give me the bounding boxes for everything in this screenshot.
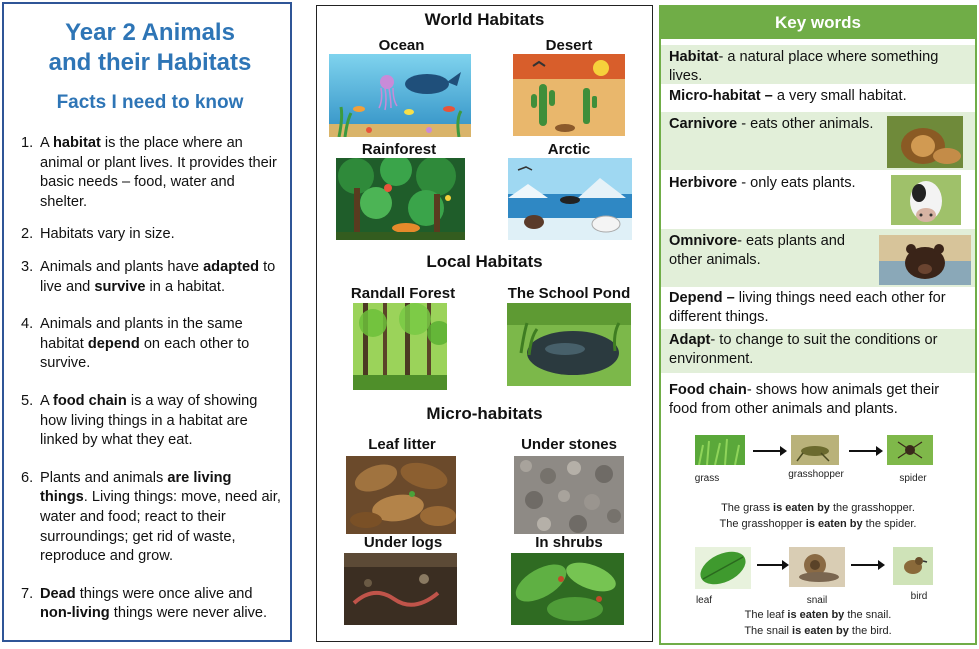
chain1-arrow-2: [849, 450, 881, 452]
food-chain-definition: - shows how animals get their food from other animals and plants.: [669, 382, 940, 417]
keyword-depend: [661, 289, 975, 329]
keyword-carnivore: [661, 112, 975, 170]
chain2-label-c: bird: [910, 591, 928, 602]
world-habitats-title: World Habitats: [424, 10, 545, 29]
chain2-arrow-1: [757, 564, 787, 566]
fact-number: 3.: [21, 258, 34, 275]
title-line-2: and their Habitats: [48, 49, 252, 76]
fact-text: Plants and animals are living things. Living things: move, need air, water and food; react to their surroundings; get rid of waste, reproduce and grow.: [40, 469, 281, 565]
leaf-litter-label: Leaf litter: [368, 436, 436, 453]
fact-item: [18, 134, 282, 212]
rainforest-image: [336, 158, 465, 240]
in-shrubs-label: In shrubs: [535, 534, 603, 551]
facts-subtitle: Facts I need to know: [56, 92, 244, 113]
chain2-label-b: snail: [806, 595, 828, 606]
chain1-sentence-2: [661, 516, 975, 532]
facts-panel: [2, 2, 292, 642]
chain1-s1-post: the grasshopper.: [829, 502, 915, 514]
fact-number: 7.: [21, 585, 34, 602]
herbivore-definition: - only eats plants.: [737, 175, 856, 191]
chain1-s1-pre: The grass: [721, 502, 774, 514]
chain1-s1-bold: is eaten by: [773, 502, 830, 514]
arctic-label: Arctic: [547, 141, 591, 158]
under-stones-image: [514, 456, 624, 534]
grasshopper-image: [791, 435, 839, 465]
bird-image: [893, 547, 933, 585]
fact-text: A habitat is the place where an animal or plant lives. It provides their basic needs – food, water and shelter.: [40, 135, 277, 210]
micro-habitat-definition: a very small habitat.: [772, 88, 907, 104]
chain2-s2-bold: is eaten by: [792, 625, 849, 637]
arctic-image: [508, 158, 632, 240]
chain2-s2-pre: The snail: [744, 625, 793, 637]
school-pond-label: The School Pond: [507, 285, 631, 302]
fact-number: 2.: [21, 226, 34, 243]
spider-image: [887, 435, 933, 465]
fact-number: 1.: [21, 135, 34, 151]
fact-number: 6.: [21, 469, 34, 486]
chain1-s2-bold: is eaten by: [805, 518, 863, 530]
chain1-label-c: spider: [899, 473, 927, 484]
chain2-s2-post: the bird.: [848, 625, 892, 637]
randall-forest-image: [353, 303, 447, 390]
depend-term: Depend –: [669, 290, 735, 306]
chain2-sentence-1: [661, 607, 975, 623]
under-logs-label: Under logs: [363, 534, 443, 551]
under-logs-image: [344, 553, 457, 625]
keyword-habitat: [661, 45, 975, 84]
micro-habitats-title: Micro-habitats: [426, 404, 543, 423]
fact-text: Dead things were once alive and non-living things were never alive.: [40, 585, 268, 622]
key-words-panel: [659, 5, 977, 645]
chain2-s1-post: the snail.: [844, 609, 892, 621]
under-stones-label: Under stones: [521, 436, 617, 453]
habitats-panel: [316, 5, 653, 642]
herbivore-term: Herbivore: [669, 175, 738, 191]
leaf-image: [695, 547, 751, 589]
keyword-micro-habitat: [661, 84, 975, 108]
chain1-s2-pre: The grasshopper: [719, 518, 806, 530]
carnivore-term: Carnivore: [669, 116, 738, 132]
local-habitats-title: Local Habitats: [426, 252, 543, 271]
fact-number: 5.: [21, 392, 34, 409]
habitat-term: Habitat: [669, 49, 719, 65]
fact-text: Habitats vary in size.: [40, 226, 175, 243]
fact-item: [18, 392, 282, 451]
fact-item: [18, 258, 282, 297]
fact-item: [18, 585, 282, 624]
habitat-definition: - a natural place where something lives.: [669, 49, 939, 84]
chain1-s2-post: the spider.: [862, 518, 917, 530]
chain1-label-a: grass: [694, 473, 720, 484]
fact-item: [18, 469, 282, 567]
adapt-definition: - to change to suit the conditions or environment.: [669, 332, 938, 367]
page-title: [18, 18, 282, 78]
rainforest-label: Rainforest: [361, 141, 437, 158]
fact-text: Animals and plants have adapted to live and survive in a habitat.: [40, 258, 276, 295]
title-line-1: Year 2 Animals: [65, 19, 235, 46]
facts-list: [18, 134, 282, 624]
keyword-omnivore: [661, 229, 975, 287]
keyword-herbivore: [661, 170, 975, 226]
keyword-food-chain: [661, 381, 975, 421]
school-pond-image: [507, 303, 631, 386]
fact-text: A food chain is a way of showing how living things in a habitat are linked by what they eat.: [40, 392, 258, 449]
desert-label: Desert: [545, 37, 593, 54]
bear-image: [879, 235, 971, 285]
in-shrubs-image: [511, 553, 624, 625]
chain1-arrow-1: [753, 450, 785, 452]
fact-text: Animals and plants in the same habitat depend on each other to survive.: [40, 316, 250, 372]
micro-habitat-term: Micro-habitat –: [669, 88, 773, 104]
omnivore-definition: - eats plants and other animals.: [669, 233, 846, 268]
ocean-label: Ocean: [378, 37, 425, 54]
leaf-litter-image: [346, 456, 456, 534]
cow-image: [891, 175, 961, 225]
chain1-sentence-1: [661, 500, 975, 516]
snail-image: [789, 547, 845, 587]
chain2-s1-pre: The leaf: [744, 609, 788, 621]
fact-item: [18, 315, 282, 374]
fact-item: [18, 225, 282, 245]
key-words-header: Key words: [661, 7, 975, 39]
ocean-image: [329, 54, 471, 137]
lion-image: [887, 116, 963, 168]
omnivore-term: Omnivore: [669, 233, 738, 249]
chain2-sentence-2: [661, 623, 975, 639]
chain1-label-b: grasshopper: [788, 469, 844, 480]
carnivore-definition: - eats other animals.: [737, 116, 874, 132]
randall-forest-label: Randall Forest: [350, 285, 456, 302]
grass-image: [695, 435, 745, 465]
chain2-s1-bold: is eaten by: [787, 609, 845, 621]
desert-image: [513, 54, 625, 136]
adapt-term: Adapt: [669, 332, 711, 348]
keyword-adapt: [661, 329, 975, 373]
depend-definition: living things need each other for different things.: [669, 290, 946, 325]
food-chain-term: Food chain: [669, 382, 747, 398]
chain2-arrow-2: [851, 564, 883, 566]
chain2-label-a: leaf: [695, 595, 713, 606]
fact-number: 4.: [21, 316, 34, 333]
